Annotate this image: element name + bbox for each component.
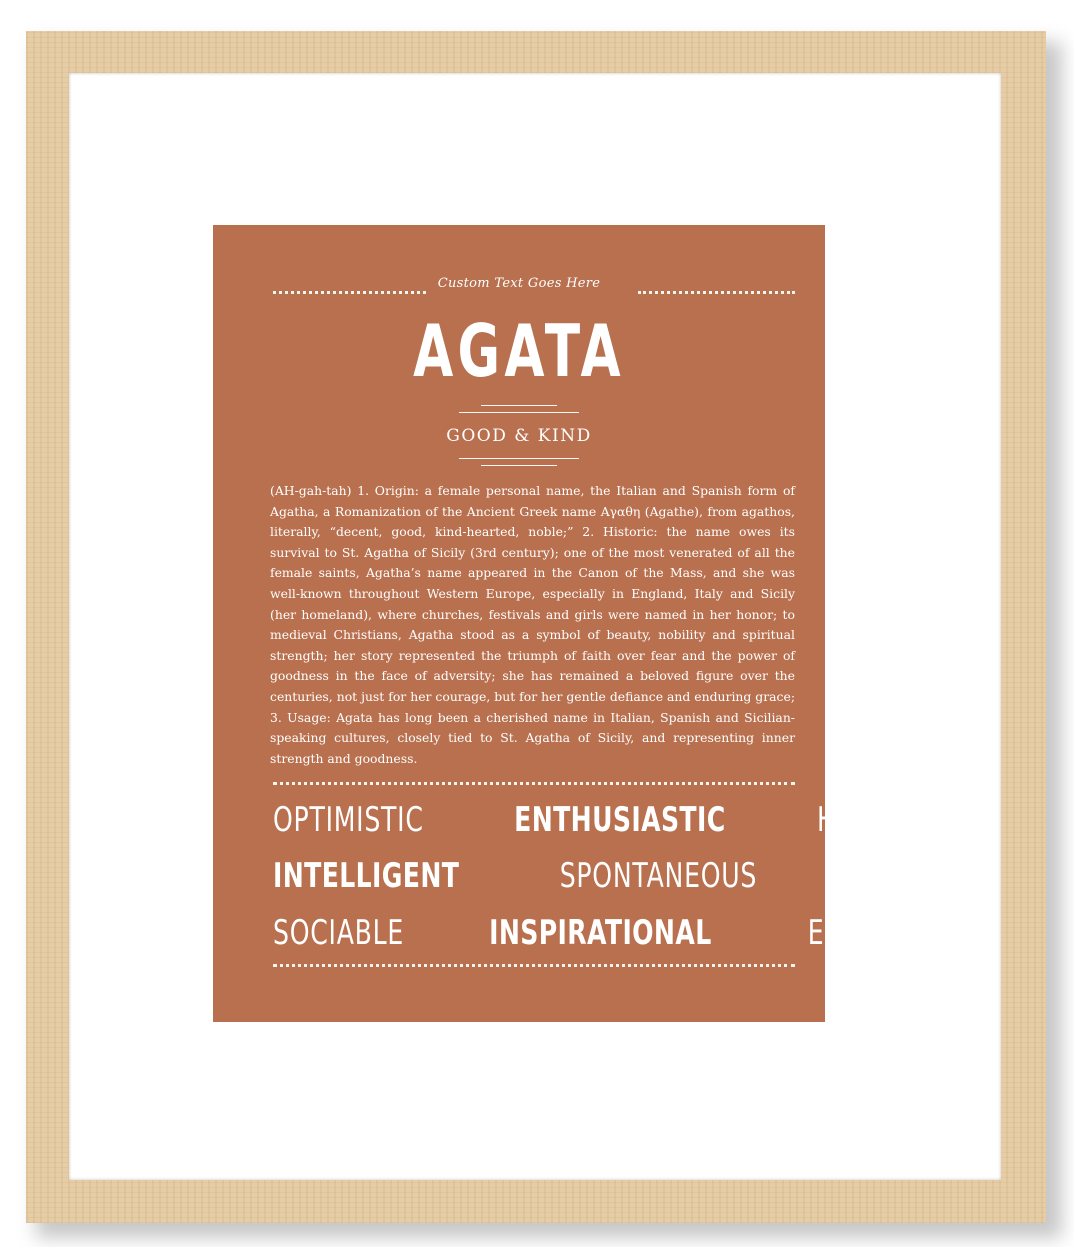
trait-word: SPONTANEOUS	[559, 856, 757, 896]
trait-row-3	[273, 913, 970, 953]
trait-word: CREATIVE	[840, 856, 980, 896]
dotted-divider-bottom	[273, 964, 795, 967]
rule-upper-short	[481, 405, 557, 406]
name-title: AGATA	[413, 309, 625, 393]
rule-lower-long	[459, 458, 579, 459]
dotted-divider-top-right	[638, 291, 795, 294]
trait-row-2	[273, 856, 980, 896]
name-poster	[213, 225, 980, 1022]
dotted-divider-middle	[273, 782, 795, 785]
trait-word: OPTIMISTIC	[273, 800, 424, 840]
trait-word: HUMOROUS	[817, 800, 974, 840]
custom-text: Custom Text Goes Here	[437, 276, 601, 291]
trait-row-1	[273, 800, 974, 840]
trait-word: INTELLIGENT	[273, 856, 460, 896]
name-meaning: GOOD & KIND	[446, 426, 592, 446]
dotted-divider-top-left	[273, 291, 426, 294]
trait-word: ENTHUSIASTIC	[513, 800, 726, 840]
name-definition: (AH-gah-tah) 1. Origin: a female personal name, the Italian and Spanish form of Agatha, a Romanization of the Ancient Greek name Αγαθη (Agathe), from agathos, literally, “decent, good, kind-hearted, noble;” 2. Historic: the name owes its survival to St. Agatha of Sicily (3rd century); one of the most venerated of all the female saints, Agatha’s name appeared in the Canon of the Mass, and she was well-known throughout Western Europe, especially in England, Italy and Sicily (her homeland), where churches, festivals and girls were named in her honor; to medieval Christians, Agatha stood as a symbol of beauty, nobility and spiritual strength; her story represented the triumph of faith over fear and the power of goodness in the face of adversity; she has remained a beloved figure over the centuries, not just for her courage, but for her gentle defiance and enduring grace; 3. Usage: Agata has long been a cherished name in Italian, Spanish and Sicilian-speaking cultures, closely tied to St. Agatha of Sicily, and representing inner strength and goodness.	[270, 483, 795, 766]
trait-word: EXPRESSIVE	[807, 913, 970, 953]
rule-lower-short	[481, 465, 557, 466]
trait-word: INSPIRATIONAL	[489, 913, 712, 953]
trait-word: SOCIABLE	[273, 913, 405, 953]
rule-upper-long	[459, 412, 579, 413]
